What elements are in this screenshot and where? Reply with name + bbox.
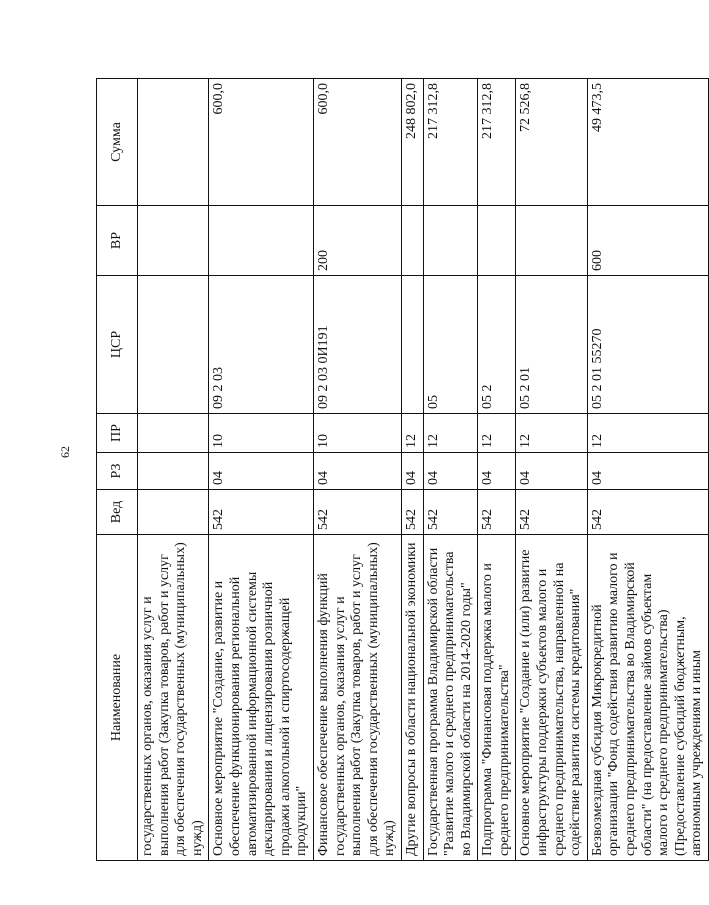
cell-sum: 600,0 — [209, 79, 314, 206]
cell-ved — [138, 490, 209, 535]
cell-vr: 200 — [313, 206, 401, 276]
cell-rz: 04 — [516, 453, 587, 490]
cell-csr: 05 2 01 — [516, 276, 587, 414]
table-row — [138, 79, 209, 861]
table-row — [516, 79, 587, 861]
cell-ved: 542 — [423, 490, 478, 535]
header-csr: ЦСР — [97, 276, 138, 414]
cell-sum: 248 802,0 — [401, 79, 423, 206]
cell-csr — [401, 276, 423, 414]
cell-name: Подпрограмма "Финансовая поддержка малого и среднего предпринимательства" — [478, 535, 516, 861]
rotated-page-content — [96, 79, 705, 861]
cell-csr: 05 — [423, 276, 478, 414]
cell-rz: 04 — [313, 453, 401, 490]
header-pr: ПР — [97, 414, 138, 453]
cell-sum: 49 473,5 — [587, 79, 708, 206]
cell-vr — [138, 206, 209, 276]
cell-ved: 542 — [587, 490, 708, 535]
cell-name: государственных органов, оказания услуг и выполнения работ (Закупка товаров, работ и услуг для обеспечения государственных (муниципальных) нужд) — [138, 535, 209, 861]
cell-csr — [138, 276, 209, 414]
cell-name: Государственная программа Владимирской области "Развитие малого и среднего предпринимательства во Владимирской области на 2014-2020 годы" — [423, 535, 478, 861]
table-row — [209, 79, 314, 861]
cell-ved: 542 — [209, 490, 314, 535]
header-rz: РЗ — [97, 453, 138, 490]
header-vr: ВР — [97, 206, 138, 276]
cell-rz: 04 — [401, 453, 423, 490]
header-ved: Вед — [97, 490, 138, 535]
cell-sum: 600,0 — [313, 79, 401, 206]
budget-table — [96, 78, 709, 861]
cell-vr — [423, 206, 478, 276]
cell-sum: 217 312,8 — [478, 79, 516, 206]
cell-vr — [478, 206, 516, 276]
table-row — [478, 79, 516, 861]
cell-sum: 72 526,8 — [516, 79, 587, 206]
cell-vr — [401, 206, 423, 276]
cell-pr: 12 — [587, 414, 708, 453]
cell-rz — [138, 453, 209, 490]
cell-sum — [138, 79, 209, 206]
cell-ved: 542 — [313, 490, 401, 535]
table-row — [401, 79, 423, 861]
cell-pr: 12 — [478, 414, 516, 453]
cell-pr: 12 — [423, 414, 478, 453]
cell-name: Финансовое обеспечение выполнения функций государственных органов, оказания услуг и выполнения работ (Закупка товаров, работ и услуг для обеспечения государственных (муниципальных) нужд) — [313, 535, 401, 861]
table-row — [313, 79, 401, 861]
cell-vr — [209, 206, 314, 276]
page-number: 62 — [58, 446, 72, 458]
header-sum: Сумма — [97, 79, 138, 206]
cell-csr: 05 2 01 55270 — [587, 276, 708, 414]
cell-vr — [516, 206, 587, 276]
cell-name: Другие вопросы в области национальной экономики — [401, 535, 423, 861]
cell-csr: 09 2 03 — [209, 276, 314, 414]
cell-sum: 217 312,8 — [423, 79, 478, 206]
cell-pr — [138, 414, 209, 453]
cell-name: Основное мероприятие "Создание, развитие и обеспечение функционирования региональной автоматизированной информационной системы декларирования и лицензирования розничной продажи алкогольной и спиртосодержащей продукции" — [209, 535, 314, 861]
table-header — [97, 79, 138, 861]
cell-csr: 09 2 03 0И191 — [313, 276, 401, 414]
table-row — [423, 79, 478, 861]
cell-ved: 542 — [516, 490, 587, 535]
cell-vr: 600 — [587, 206, 708, 276]
cell-rz: 04 — [478, 453, 516, 490]
cell-pr: 10 — [313, 414, 401, 453]
cell-ved: 542 — [478, 490, 516, 535]
header-name: Наименование — [97, 535, 138, 861]
cell-ved: 542 — [401, 490, 423, 535]
cell-pr: 12 — [516, 414, 587, 453]
cell-rz: 04 — [209, 453, 314, 490]
cell-name: Безвозмездная субсидия Микрокредитной организации "Фонд содействия развитию малого и среднего предпринимательства во Владимирской области" (на предоставление займов субъектам малого и среднего предпринимательства) (Предоставление субсидий бюджетным, автономным учреждениям и иным — [587, 535, 708, 861]
cell-name: Основное мероприятие "Создание и (или) развитие инфраструктуры поддержки субъектов малого и среднего предпринимательства, направленной на содействие развития системы кредитования" — [516, 535, 587, 861]
cell-pr: 10 — [209, 414, 314, 453]
table-body — [138, 79, 709, 861]
cell-rz: 04 — [423, 453, 478, 490]
table-row — [587, 79, 708, 861]
cell-pr: 12 — [401, 414, 423, 453]
cell-csr: 05 2 — [478, 276, 516, 414]
cell-rz: 04 — [587, 453, 708, 490]
